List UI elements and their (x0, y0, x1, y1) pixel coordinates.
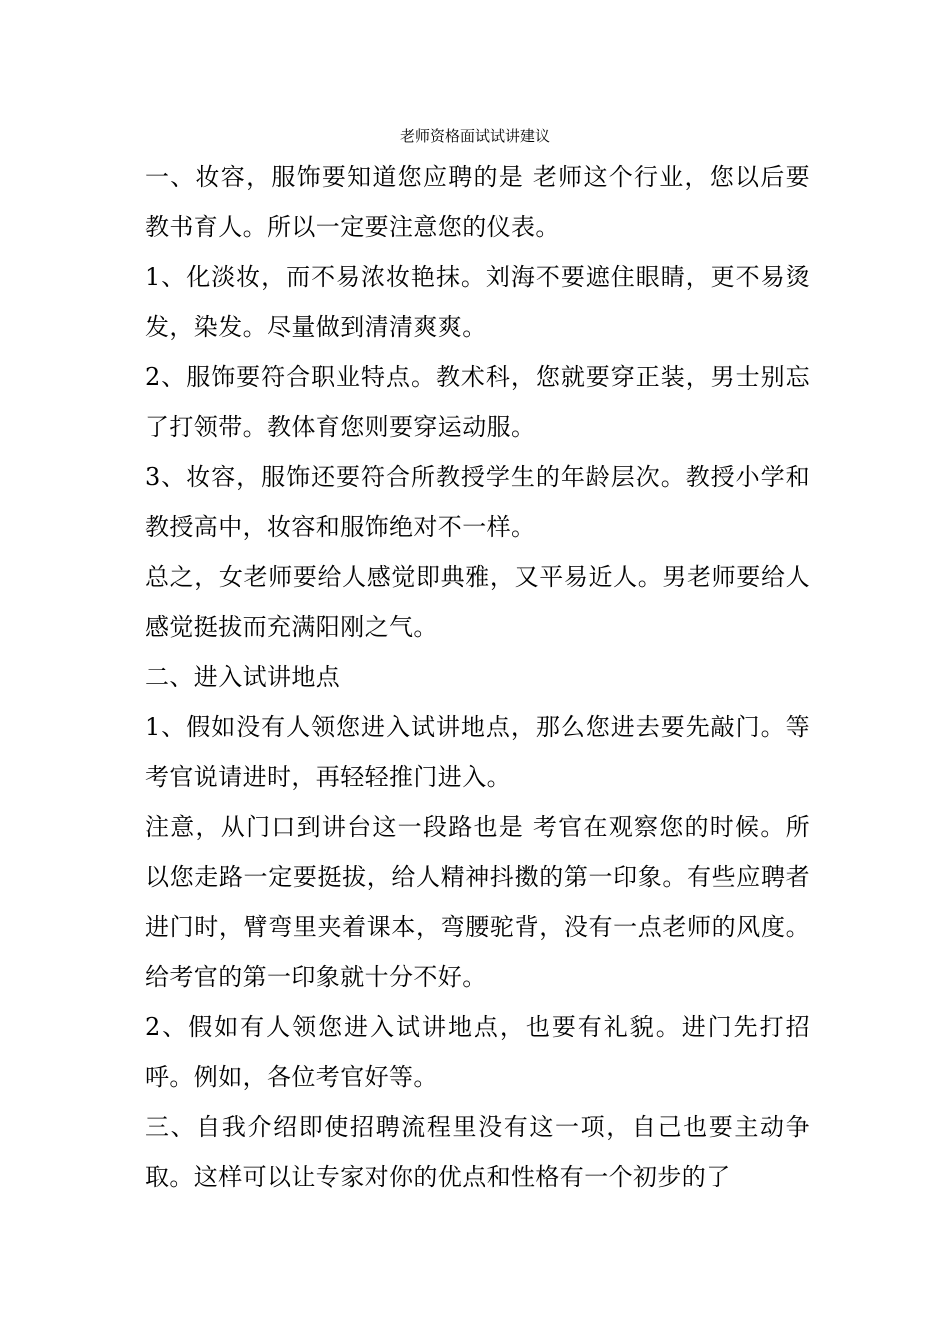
paragraph-7: 1、假如没有人领您进入试讲地点，那么您进去要先敲门。等考官说请进时，再轻轻推门进入。 (145, 713, 810, 791)
paragraph-8: 注意，从门口到讲台这一段路也是 考官在观察您的时候。所以您走路一定要挺拔，给人精神抖擞的第一印象。有些应聘者进门时，臂弯里夹着课本，弯腰驼背，没有一点老师的风度。给考官的第一印象就十分不好。 (145, 813, 810, 991)
paragraph-4: 3、妆容，服饰还要符合所教授学生的年龄层次。教授小学和教授高中，妆容和服饰绝对不一样。 (145, 463, 810, 541)
paragraph-5: 总之，女老师要给人感觉即典雅，又平易近人。男老师要给人感觉挺拔而充满阳刚之气。 (145, 563, 810, 641)
paragraph-1: 一、妆容，服饰要知道您应聘的是 老师这个行业，您以后要教书育人。所以一定要注意您的仪表。 (145, 163, 810, 241)
paragraph-9: 2、假如有人领您进入试讲地点，也要有礼貌。进门先打招呼。例如，各位考官好等。 (145, 1013, 810, 1091)
document-title: 老师资格面试试讲建议 (399, 127, 550, 145)
document-body (145, 152, 810, 1202)
section-heading-2: 二、进入试讲地点 (145, 663, 341, 691)
paragraph-10: 三、自我介绍即使招聘流程里没有这一项，自己也要主动争取。这样可以让专家对你的优点和性格有一个初步的了 (145, 1113, 810, 1191)
paragraph-3: 2、服饰要符合职业特点。教术科，您就要穿正装，男士别忘了打领带。教体育您则要穿运动服。 (145, 363, 810, 441)
paragraph-2: 1、化淡妆，而不易浓妆艳抹。刘海不要遮住眼睛，更不易烫发，染发。尽量做到清清爽爽。 (145, 263, 810, 341)
